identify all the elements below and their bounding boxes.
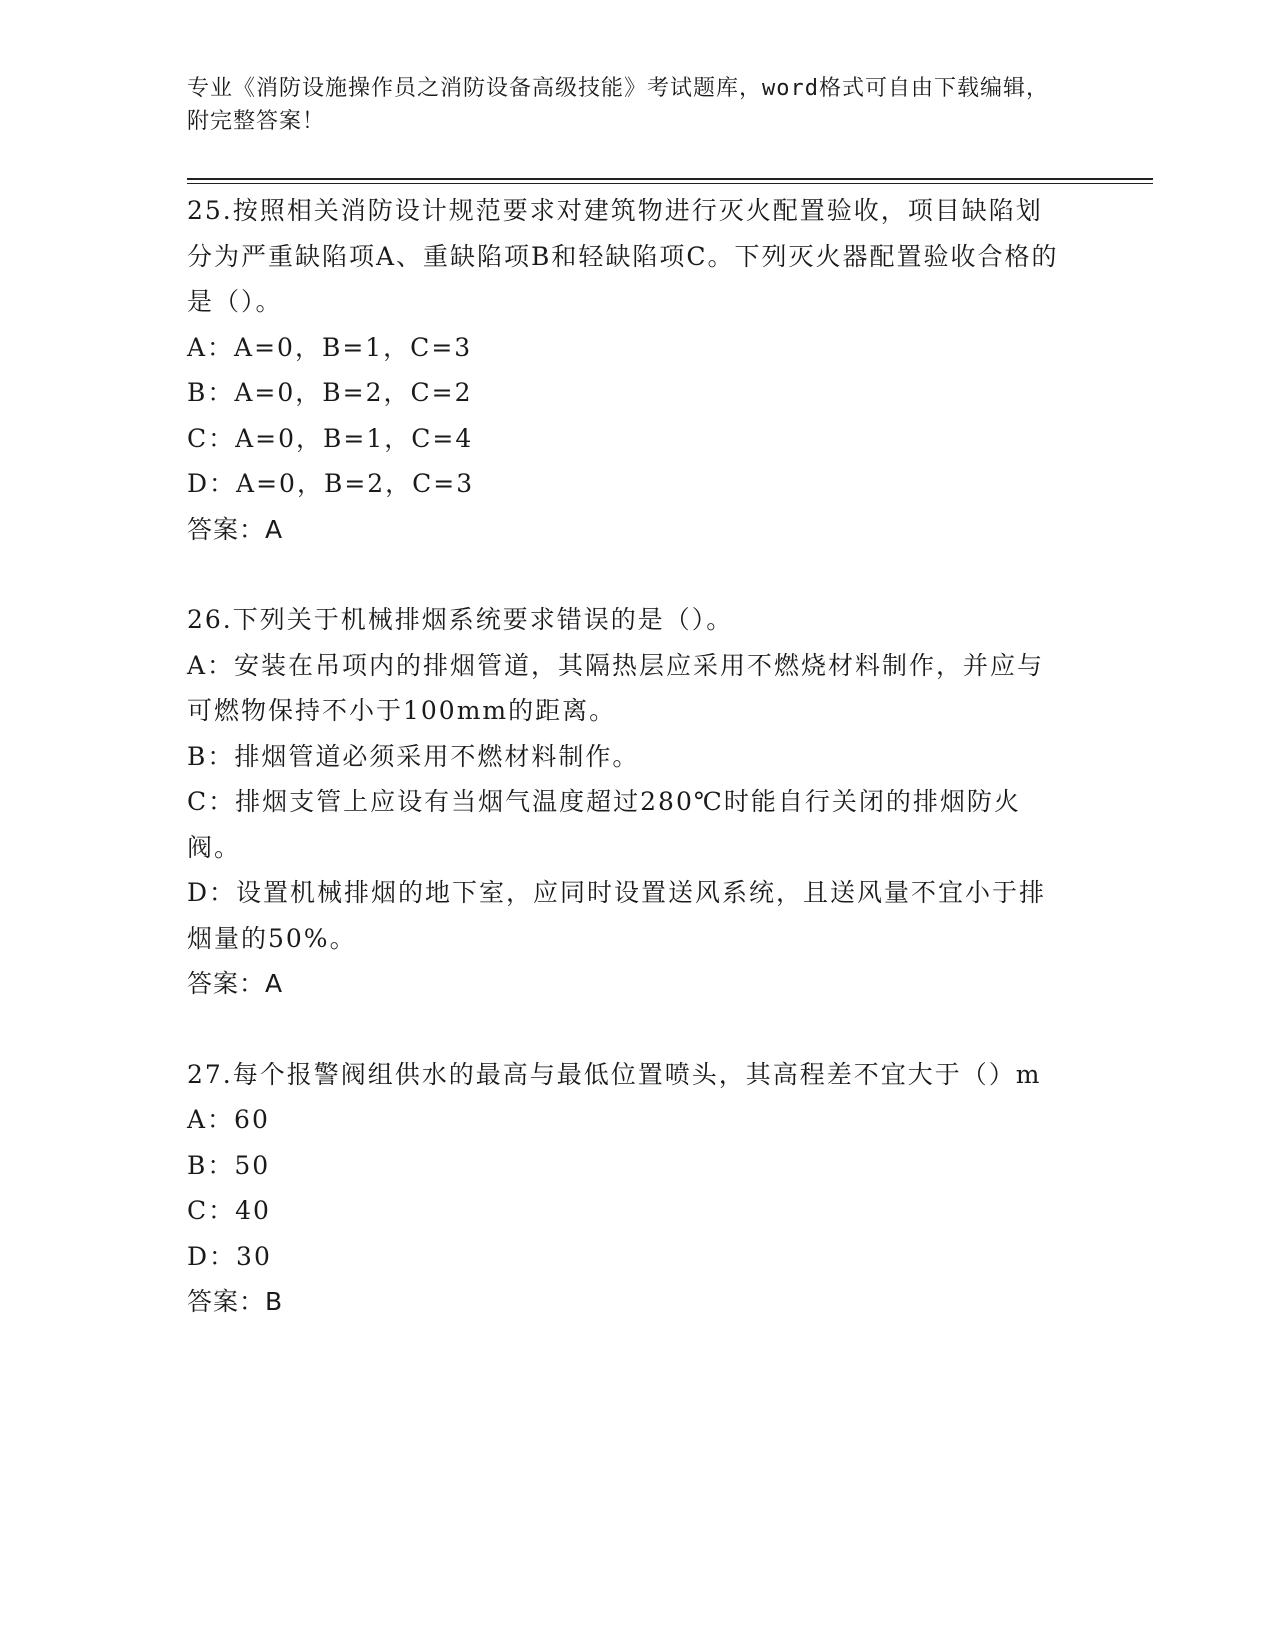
question-list — [187, 188, 1067, 1325]
document-header: 专业《消防设施操作员之消防设备高级技能》考试题库，word格式可自由下载编辑，附完整答案！ — [187, 76, 1049, 134]
option-c: C：A=0，B=1，C=4 — [187, 423, 474, 453]
option-a: A：60 — [187, 1105, 270, 1134]
option-b: B：排烟管道必须采用不燃材料制作。 — [187, 741, 640, 771]
header-rule-thick — [187, 178, 1153, 180]
answer-text: 答案：A — [187, 969, 284, 998]
option-d: D：设置机械排烟的地下室，应同时设置送风系统，且送风量不宜小于排烟量的50%。 — [187, 878, 1047, 953]
option-b: B：A=0，B=2，C=2 — [187, 378, 473, 407]
answer-text: 答案：B — [187, 1287, 284, 1316]
option-a: A：A=0，B=1，C=3 — [187, 332, 473, 362]
option-c: C：40 — [187, 1196, 271, 1225]
question-text: 25.按照相关消防设计规范要求对建筑物进行灭火配置验收，项目缺陷划分为严重缺陷项A、重缺陷项B和轻缺陷项C。下列灭火器配置验收合格的是（）。 — [187, 196, 1059, 316]
option-c: C：排烟支管上应设有当烟气温度超过280℃时能自行关闭的排烟防火阀。 — [187, 787, 1021, 862]
option-d: D：30 — [187, 1241, 272, 1271]
question-text: 27.每个报警阀组供水的最高与最低位置喷头，其高程差不宜大于（）m — [187, 1059, 1042, 1089]
answer-text: 答案：A — [187, 514, 284, 544]
question-27 — [187, 1052, 1067, 1325]
question-text: 26.下列关于机械排烟系统要求错误的是（）。 — [187, 605, 734, 634]
option-b: B：50 — [187, 1150, 271, 1180]
option-d: D：A=0，B=2，C=3 — [187, 469, 475, 498]
question-spacer — [187, 1007, 1067, 1052]
question-26 — [187, 597, 1067, 1007]
question-25 — [187, 188, 1067, 552]
question-spacer — [187, 552, 1067, 597]
option-a: A：安装在吊项内的排烟管道，其隔热层应采用不燃烧材料制作，并应与可燃物保持不小于100mm的距离。 — [187, 650, 1045, 725]
header-rule-thin — [187, 183, 1153, 184]
